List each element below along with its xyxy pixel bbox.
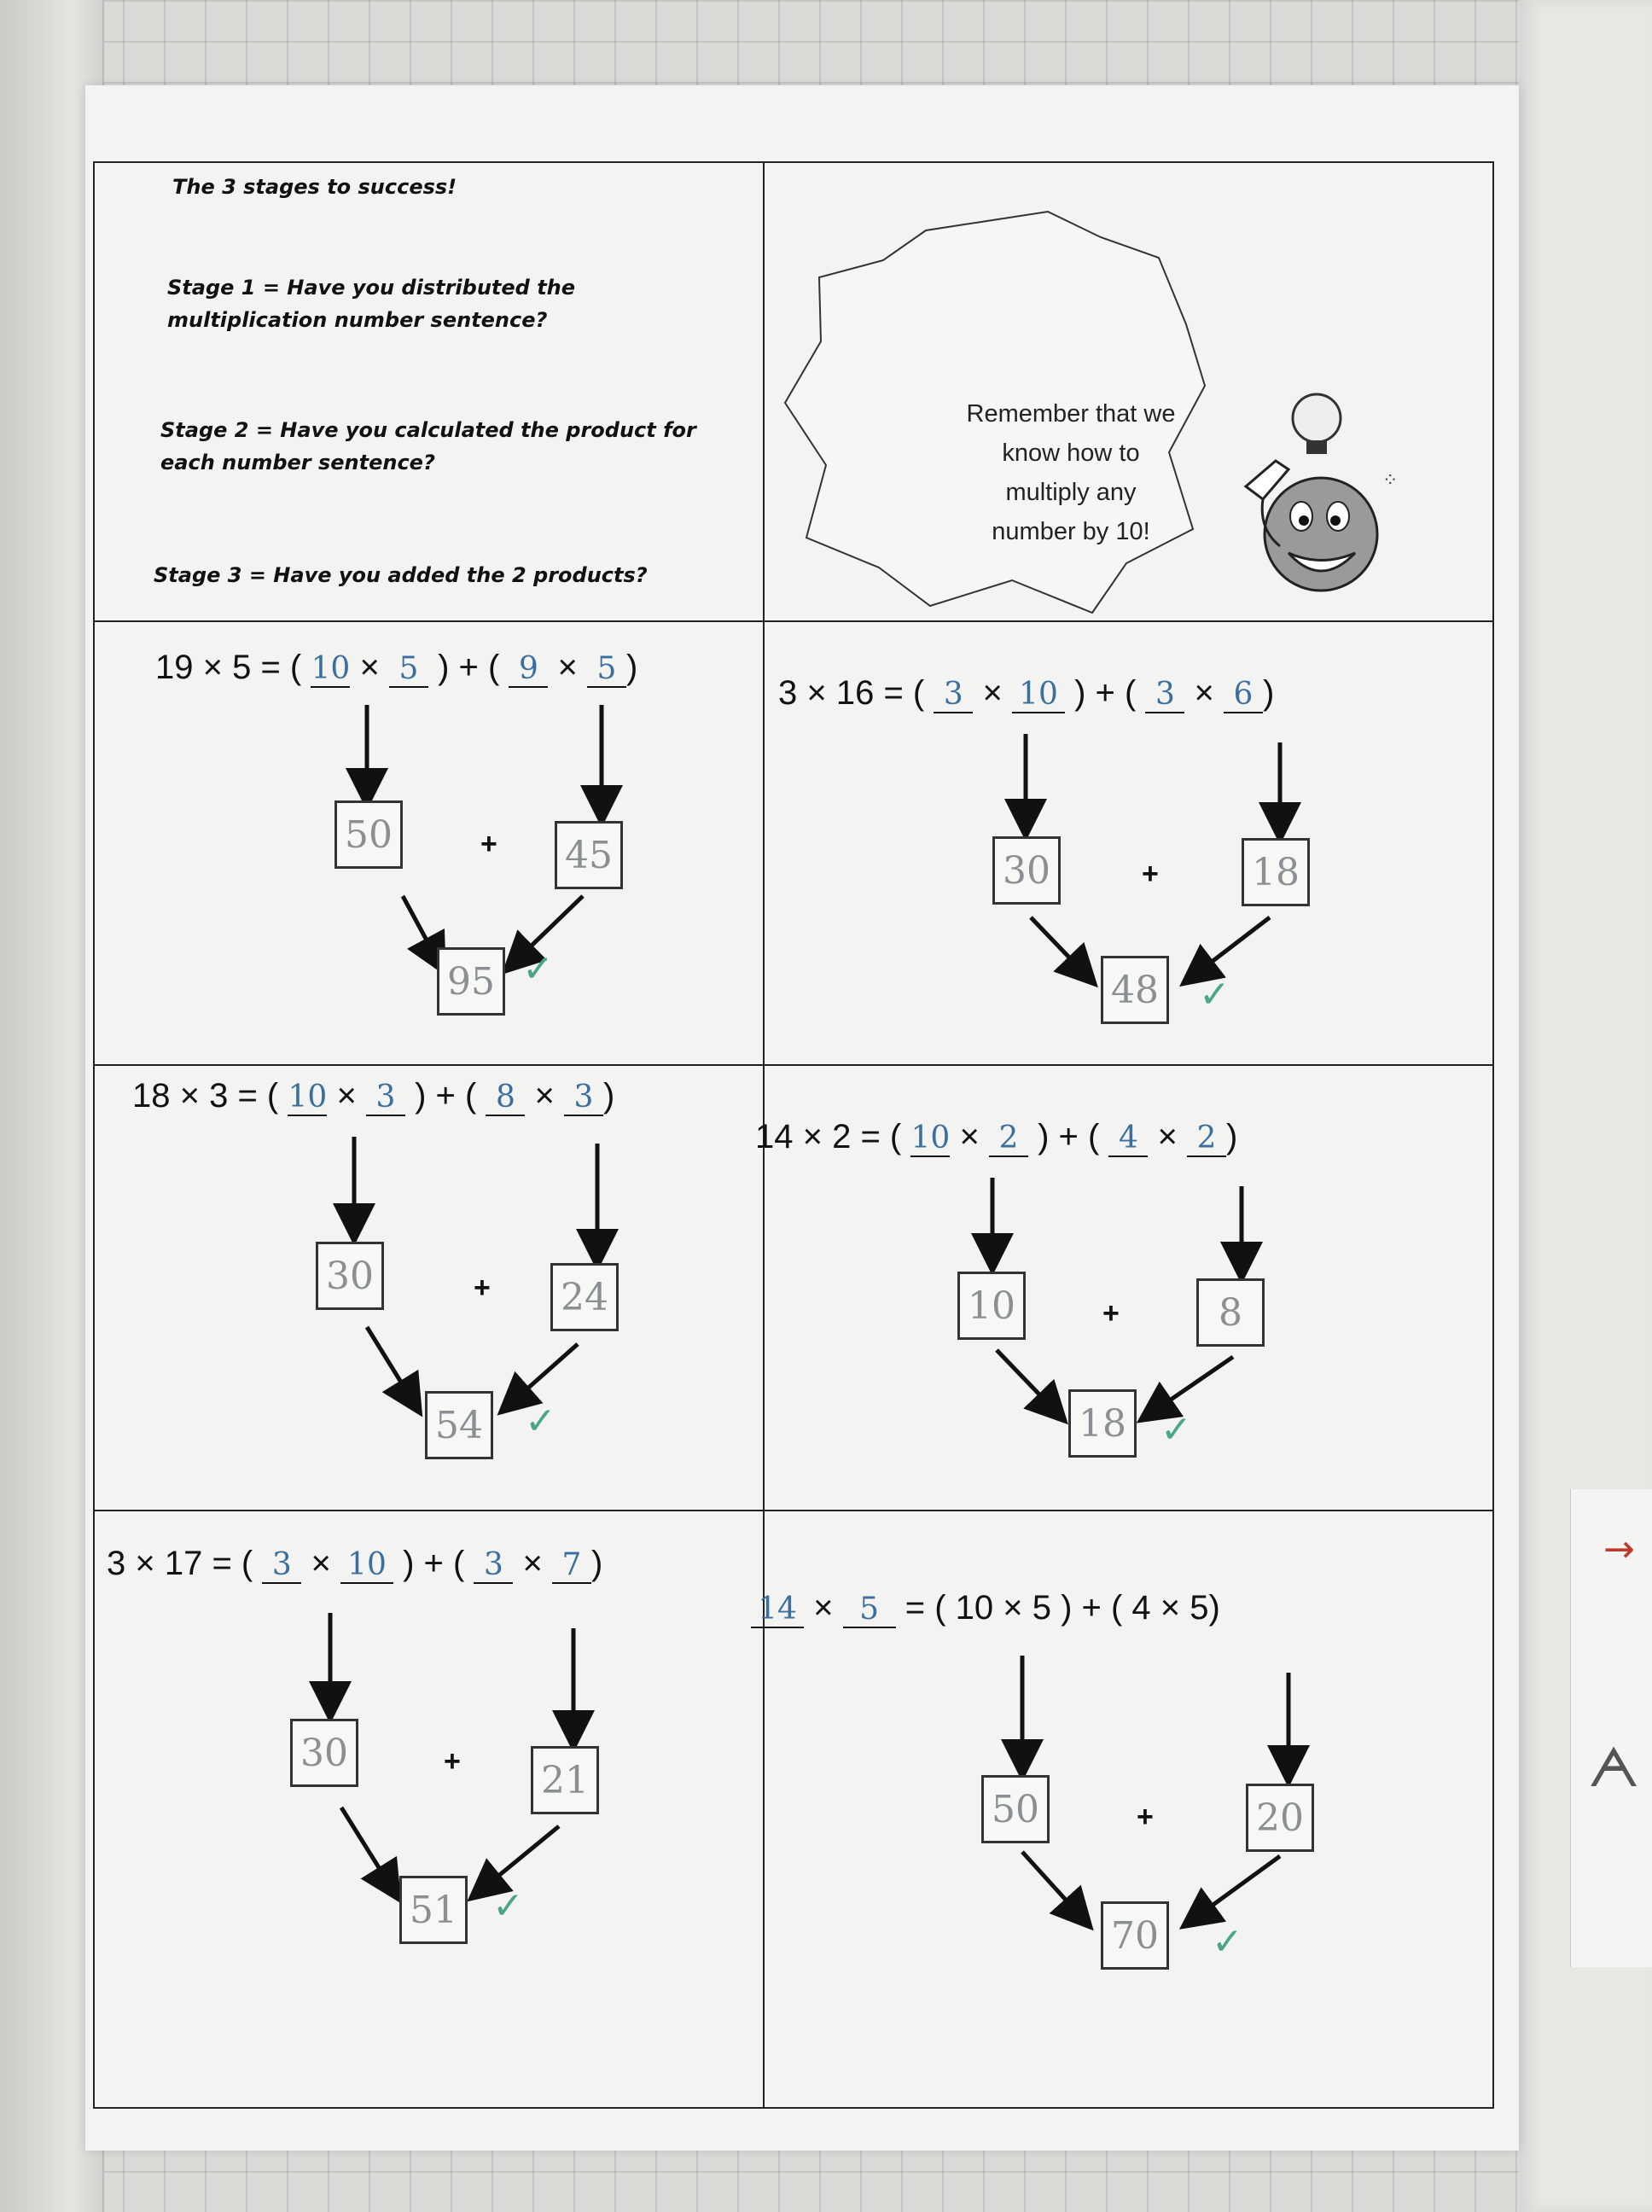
problem-3-blank-b: 3 — [366, 1080, 405, 1116]
problem-3-product-1: 30 — [316, 1242, 384, 1310]
problem-1-equation: 19 × 5 = ( 10 × 5 ) + ( 9 × 5 ) — [155, 649, 638, 686]
problem-4-blank-c: 4 — [1108, 1121, 1148, 1157]
problem-2-lead: 3 × 16 = ( — [778, 674, 925, 712]
problem-1-product-2: 45 — [555, 821, 623, 889]
problem-5-plus: + — [444, 1745, 461, 1778]
problem-4-blank-a: 10 — [910, 1121, 951, 1155]
problem-1-blank-b: 5 — [389, 652, 428, 688]
stage-1-text: Stage 1 = Have you distributed the multiplication number sentence? — [167, 276, 576, 332]
problem-3-product-2: 24 — [550, 1263, 619, 1331]
problem-6-sum: 70 — [1101, 1901, 1169, 1970]
problem-2-blank-d: 6 — [1224, 678, 1263, 713]
reminder-line-3: multiply any — [1005, 479, 1137, 506]
problem-3-lead: 18 × 3 = ( — [132, 1077, 279, 1115]
problem-6-product-1: 50 — [981, 1775, 1050, 1843]
problem-5-product-1: 30 — [290, 1719, 358, 1787]
problem-5-tick-icon: ✓ — [492, 1884, 524, 1928]
problem-6-plus: + — [1137, 1801, 1154, 1833]
problem-1-blank-a: 10 — [311, 651, 351, 686]
problem-5-blank-d: 7 — [552, 1548, 591, 1584]
problem-6-tick-icon: ✓ — [1212, 1920, 1243, 1964]
problem-2-blank-c: 3 — [1145, 678, 1184, 713]
problem-2-product-2: 18 — [1242, 838, 1310, 906]
stage-2-text: Stage 2 = Have you calculated the product for each number sentence? — [160, 418, 696, 474]
problem-3-blank-d: 3 — [564, 1080, 603, 1116]
reminder-line-4: number by 10! — [992, 518, 1150, 545]
problem-3-sum: 54 — [425, 1391, 493, 1459]
problem-4-product-2: 8 — [1196, 1278, 1265, 1347]
problem-5-blank-c: 3 — [474, 1548, 513, 1584]
problem-1-plus: + — [480, 828, 497, 860]
problem-4-blank-d: 2 — [1187, 1121, 1226, 1157]
svg-text:⁘: ⁘ — [1382, 470, 1399, 492]
reminder-line-2: know how to — [1002, 439, 1140, 467]
problem-4-product-1: 10 — [957, 1272, 1026, 1340]
stages-title: The 3 stages to success! — [172, 175, 457, 199]
problem-3-blank-a: 10 — [288, 1080, 328, 1115]
problem-1-sum: 95 — [437, 947, 505, 1016]
problem-6-equation: 14 × 5 = ( 10 × 5 ) + ( 4 × 5) — [751, 1589, 1220, 1628]
problem-4-lead: 14 × 2 = ( — [755, 1118, 902, 1155]
margin-scribble-icon: ᗅ — [1588, 1737, 1640, 1800]
red-arrow-icon: → — [1603, 1528, 1635, 1571]
problem-6-rest: = ( 10 × 5 ) + ( 4 × 5) — [905, 1589, 1220, 1627]
problem-3-equation: 18 × 3 = ( 10 × 3 ) + ( 8 × 3 ) — [132, 1077, 615, 1115]
problem-4-sum: 18 — [1068, 1389, 1137, 1458]
problem-5-sum: 51 — [399, 1876, 468, 1944]
problem-2-tick-icon: ✓ — [1199, 973, 1230, 1016]
problem-6-blank-y: 5 — [843, 1592, 896, 1628]
problem-2-sum: 48 — [1101, 956, 1169, 1024]
problem-3-tick-icon: ✓ — [525, 1400, 556, 1443]
right-margin-note — [1570, 1489, 1652, 1967]
problem-3-plus: + — [474, 1272, 491, 1304]
problem-4-equation: 14 × 2 = ( 10 × 2 ) + ( 4 × 2 ) — [755, 1118, 1238, 1155]
problem-1-tick-icon: ✓ — [522, 947, 554, 991]
problem-1-blank-c: 9 — [509, 652, 548, 688]
problem-1-blank-d: 5 — [587, 652, 626, 688]
problem-1-product-1: 50 — [334, 800, 403, 869]
problem-2-plus: + — [1142, 858, 1159, 890]
reminder-line-1: Remember that we — [966, 400, 1176, 428]
problem-6-blank-x: 14 — [751, 1592, 804, 1628]
problem-2-blank-b: 10 — [1012, 678, 1065, 713]
problem-2-blank-a: 3 — [934, 678, 973, 713]
problem-2-product-1: 30 — [992, 836, 1061, 905]
problem-4-tick-icon: ✓ — [1160, 1408, 1192, 1452]
problem-1-lead: 19 × 5 = ( — [155, 649, 302, 686]
worksheet — [85, 85, 1519, 2151]
problem-6-product-2: 20 — [1246, 1784, 1314, 1852]
problem-5-blank-a: 3 — [262, 1548, 301, 1584]
problem-2-equation: 3 × 16 = ( 3 × 10 ) + ( 3 × 6 ) — [778, 674, 1275, 712]
problem-4-blank-b: 2 — [989, 1121, 1028, 1157]
problem-4-plus: + — [1102, 1297, 1120, 1330]
problem-5-lead: 3 × 17 = ( — [107, 1545, 253, 1582]
problem-5-equation: 3 × 17 = ( 3 × 10 ) + ( 3 × 7 ) — [107, 1545, 603, 1582]
problem-5-blank-b: 10 — [340, 1548, 393, 1584]
problem-5-product-2: 21 — [531, 1746, 599, 1814]
problem-3-blank-c: 8 — [486, 1080, 525, 1116]
stage-3-text: Stage 3 = Have you added the 2 products? — [154, 563, 648, 587]
